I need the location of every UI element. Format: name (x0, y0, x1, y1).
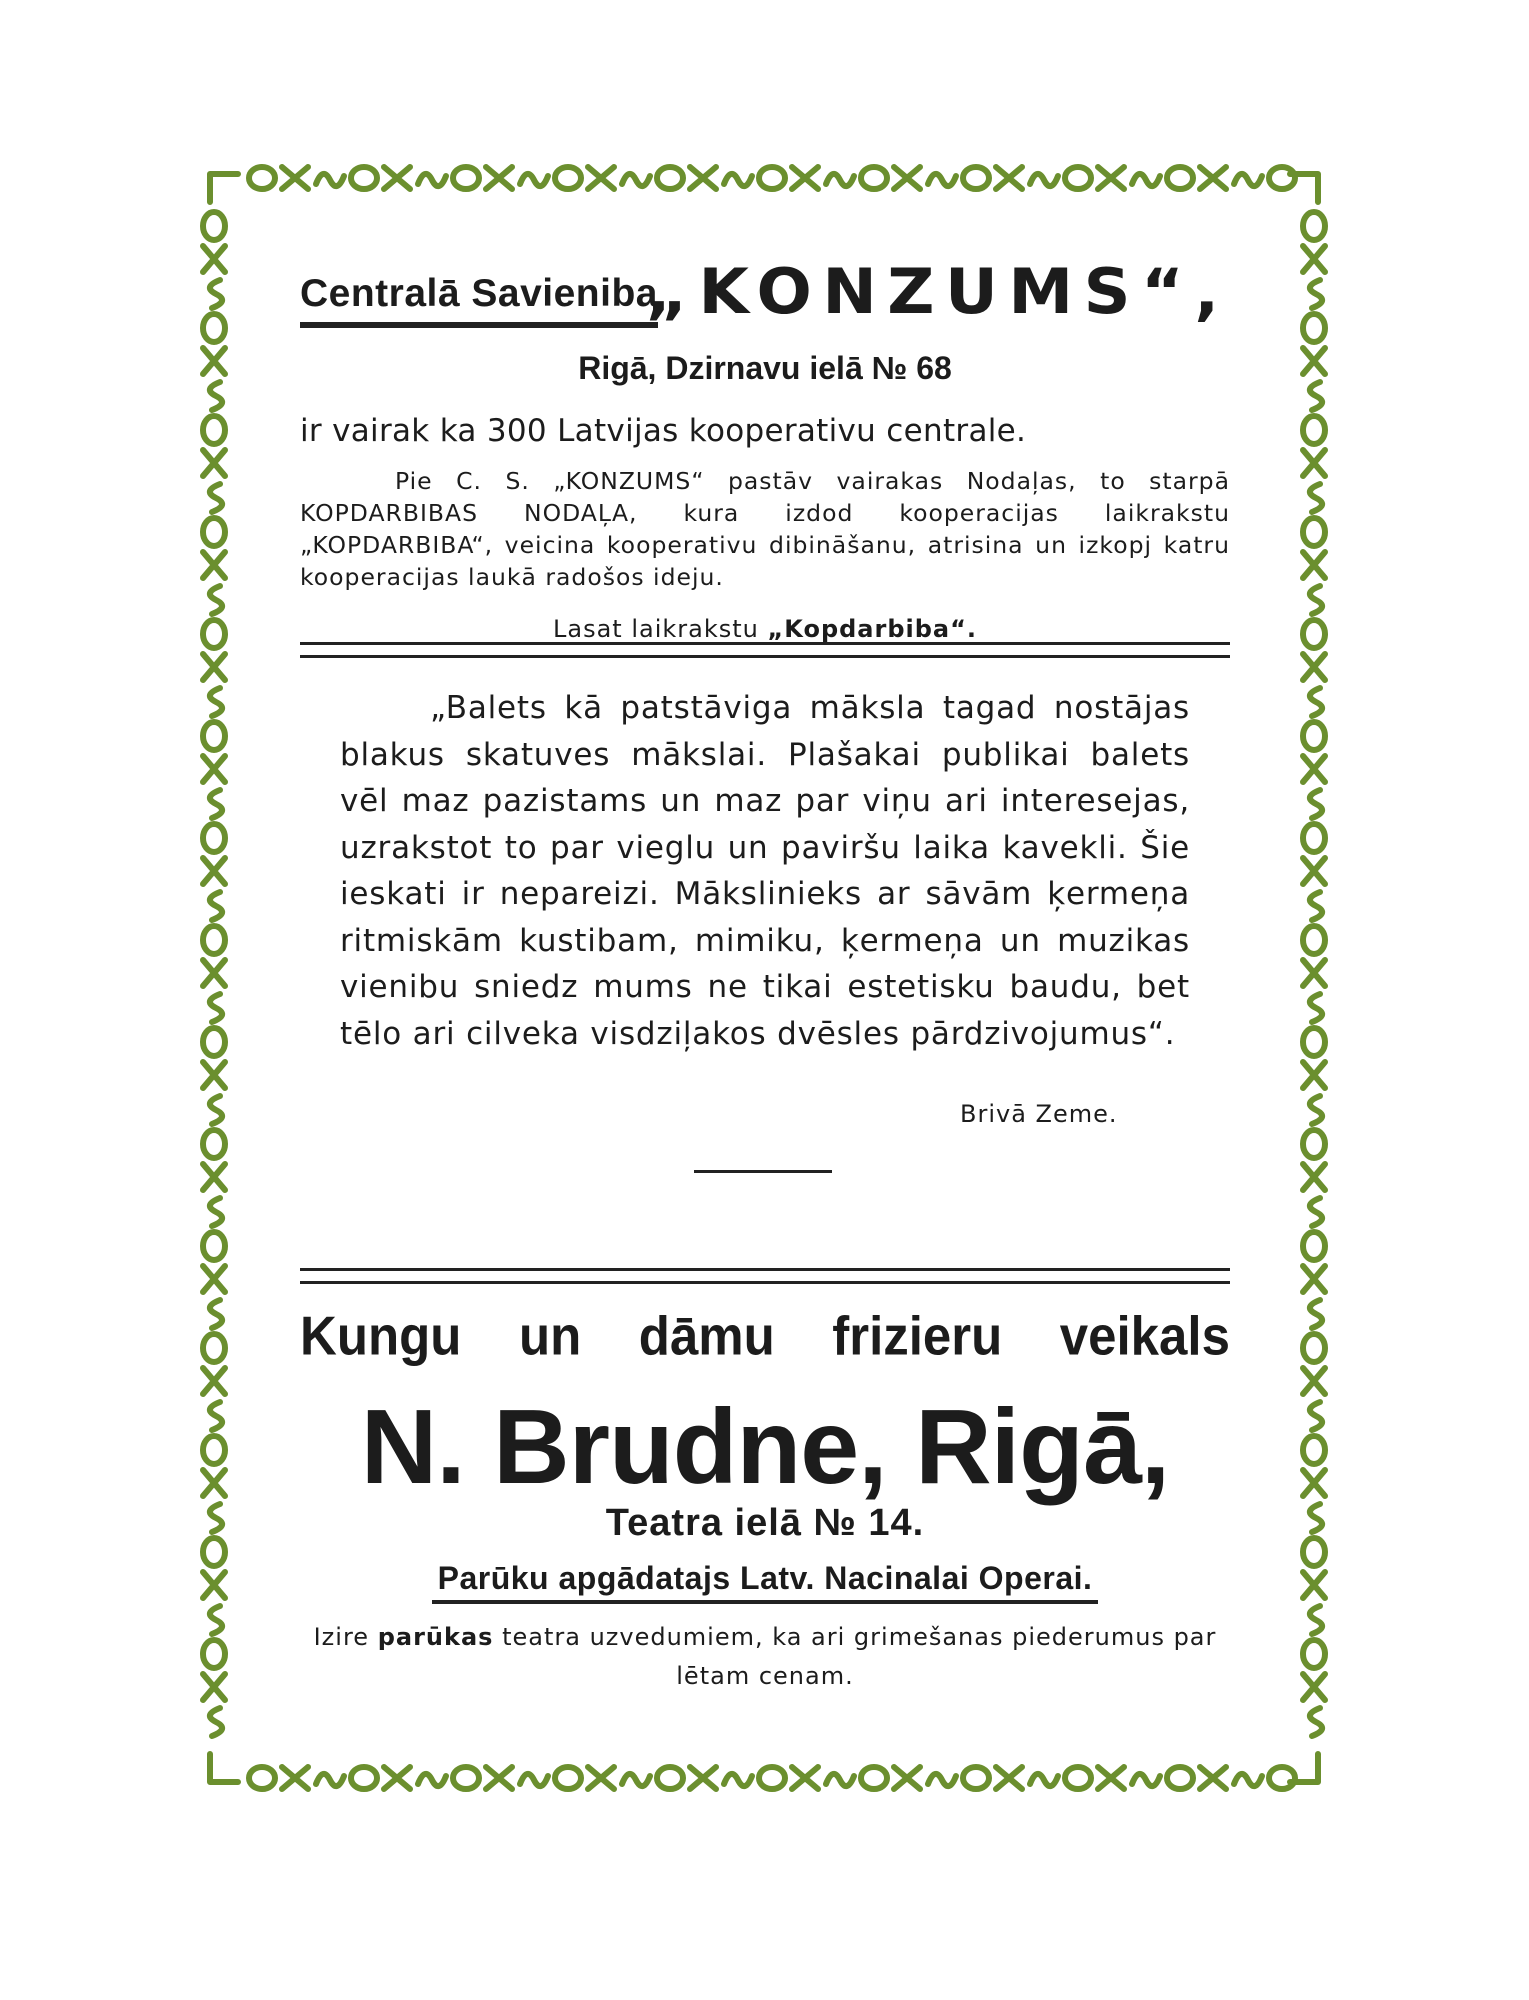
quote-source: Brivā Zeme. (960, 1100, 1118, 1128)
rent-prefix: Izire (313, 1623, 370, 1651)
salon-word: Kungu (300, 1304, 462, 1367)
konzums-advertisement (300, 255, 1230, 643)
konzums-headline (300, 255, 1230, 328)
salon-address: Teatra ielā № 14. (605, 1502, 925, 1544)
brand-name: „KONZUMS“, (645, 255, 1230, 328)
newspaper-title: „Kopdarbiba“. (767, 615, 977, 643)
quote-text: „Balets kā patstāviga māksla tagad nostājas blakus skatuves mākslai. Plašakai publikai balets vēl maz pazistams un maz par viņu ari interesejas, uzrakstot to par vieglu un paviršu laika kavekli. Šie ieskati ir nepareizi. Mākslinieks ar sāvām ķermeņa ritmiskām kustibam, mimiku, ķermeņa un muzikas vienibu sniedz mums ne tikai estetisku baudu, bet tēlo ari cilveka visdziļakos dvēsles pārdzivojumus“. (340, 690, 1190, 1052)
konzums-address: Rigā, Dzirnavu ielā № 68 (578, 350, 952, 386)
salon-word: frizieru (832, 1304, 1003, 1367)
union-label: Centralā Savieniba (300, 272, 658, 328)
short-divider (694, 1170, 832, 1173)
owner-name: N. Brudne, Rigā, (360, 1388, 1170, 1506)
konzums-paragraph: Pie C. S. „KONZUMS“ pastāv vairakas Nodaļas, to starpā KOPDARBIBAS NODAĻA, kura izdod kooperacijas laikrakstu „KOPDARBIBA“, veicina kooperativu dibināšanu, atrisina un izkopj katru kooperacijas laukā radošos ideju. (300, 467, 1230, 591)
ballet-quote (340, 685, 1190, 1057)
read-prefix: Lasat laikrakstu (552, 615, 759, 643)
read-newspaper-line (300, 615, 1230, 643)
salon-word: un (518, 1304, 582, 1367)
supplier-text: Parūku apgādatajs Latv. Nacinalai Operai. (432, 1560, 1099, 1604)
rent-line (300, 1618, 1230, 1696)
rent-bold: parūkas (377, 1623, 494, 1651)
double-rule-bottom (300, 1268, 1230, 1284)
salon-word: dāmu (638, 1304, 775, 1367)
salon-headline (300, 1304, 1230, 1368)
supplier-line (300, 1560, 1230, 1597)
salon-word: veikals (1059, 1304, 1230, 1367)
rent-rest: teatra uzvedumiem, ka ari grimešanas piederumus par lētam cenam. (502, 1623, 1217, 1690)
konzums-lead: ir vairak ka 300 Latvijas kooperativu centrale. (300, 413, 1027, 449)
double-rule-top (300, 642, 1230, 658)
